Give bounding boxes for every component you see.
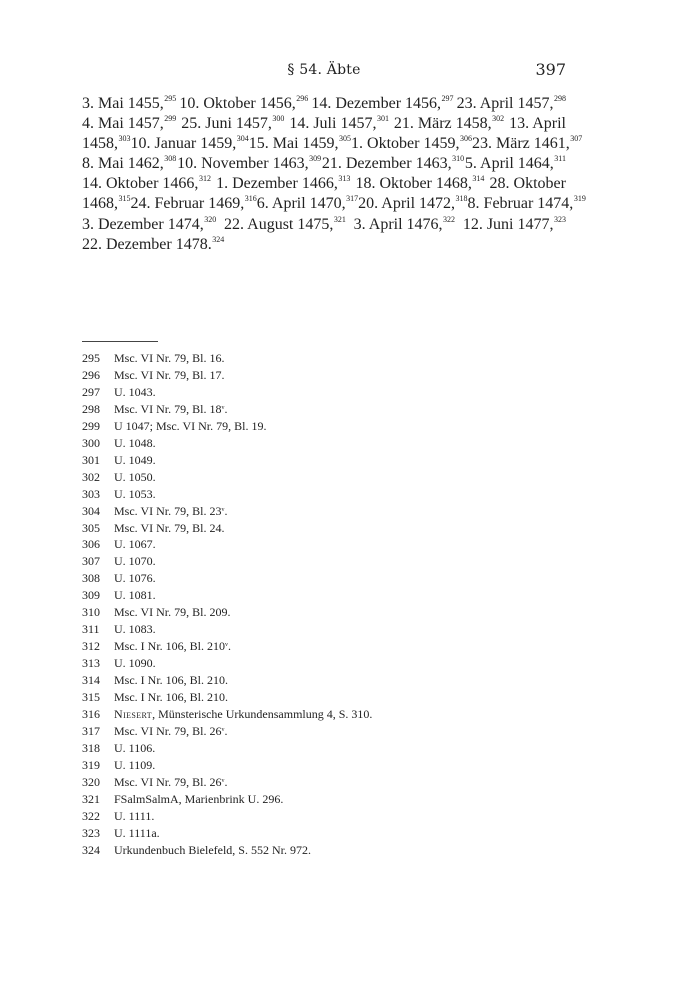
footnote bbox=[82, 469, 566, 486]
footnote-body: Msc. VI Nr. 79, Bl. 209. bbox=[114, 605, 231, 620]
footnote bbox=[82, 740, 566, 757]
footnote-text bbox=[114, 740, 155, 757]
footnote-ref: 306 bbox=[459, 134, 472, 144]
date-entry bbox=[355, 174, 484, 194]
footnote-end: . bbox=[224, 723, 228, 738]
footnote-body: U. 1076. bbox=[114, 571, 156, 586]
footnote-body: Msc. I Nr. 106, Bl. 210. bbox=[114, 690, 228, 705]
footnote bbox=[82, 350, 566, 367]
date-entry bbox=[82, 194, 131, 214]
footnote-text bbox=[114, 350, 224, 367]
footnote-number: 306 bbox=[82, 537, 100, 552]
footnote-text bbox=[114, 418, 266, 435]
date-entry bbox=[468, 194, 586, 214]
footnote-text bbox=[114, 384, 156, 401]
footnote-text bbox=[114, 757, 155, 774]
footnote-ref: 297 bbox=[441, 94, 454, 103]
date-text: 28. Oktober bbox=[489, 175, 566, 193]
footnote-ref: 301 bbox=[376, 114, 389, 124]
footnote-number: 310 bbox=[82, 605, 100, 620]
text-line bbox=[82, 235, 566, 255]
footnote-number: 296 bbox=[82, 367, 100, 382]
footnote-number: 320 bbox=[82, 774, 100, 789]
date-text: 1458, bbox=[82, 135, 118, 153]
date-entry bbox=[82, 174, 211, 194]
footnote-ref: 302 bbox=[492, 114, 505, 124]
footnote-text bbox=[114, 401, 227, 418]
footnote-body: U. 1111a. bbox=[114, 825, 160, 840]
text-line bbox=[82, 194, 586, 214]
footnote bbox=[82, 655, 566, 672]
footnote-body: U. 1106. bbox=[114, 740, 156, 755]
date-text: 18. Oktober 1468, bbox=[355, 175, 472, 193]
date-entry bbox=[463, 215, 566, 235]
footnote-text bbox=[114, 469, 156, 486]
date-text: 14. Juli 1457, bbox=[289, 115, 377, 133]
footnote-number: 308 bbox=[82, 571, 100, 586]
footnote-text bbox=[114, 486, 156, 503]
text-line bbox=[82, 174, 566, 194]
date-text: 24. Februar 1469, bbox=[130, 195, 245, 213]
footnote-body: Msc. I Nr. 106, Bl. 210 bbox=[114, 639, 225, 654]
footnote-ref: 299 bbox=[164, 114, 177, 124]
date-text: 4. Mai 1457, bbox=[82, 115, 164, 133]
date-entry bbox=[179, 94, 308, 114]
footnote-text bbox=[114, 570, 156, 587]
footnote-text bbox=[114, 689, 228, 706]
footnote bbox=[82, 842, 566, 859]
date-text: 22. August 1475, bbox=[224, 215, 334, 233]
footnote-text bbox=[114, 774, 227, 791]
date-text: 1. Oktober 1459, bbox=[351, 135, 460, 153]
footnote-ref: 304 bbox=[236, 134, 249, 144]
date-text: 21. Dezember 1463, bbox=[321, 155, 452, 173]
footnote bbox=[82, 553, 566, 570]
footnote bbox=[82, 689, 566, 706]
footnote-text bbox=[114, 367, 224, 384]
date-entry bbox=[82, 134, 131, 154]
footnote-body: Urkundenbuch Bielefeld, S. 552 Nr. 972. bbox=[114, 842, 311, 857]
date-text: 12. Juni 1477, bbox=[462, 215, 554, 233]
footnote-number: 303 bbox=[82, 486, 100, 501]
footnote-number: 300 bbox=[82, 435, 100, 450]
date-text: 21. März 1458, bbox=[393, 115, 492, 133]
footnote-body: Msc. VI Nr. 79, Bl. 26 bbox=[114, 774, 222, 789]
footnote-text bbox=[114, 672, 228, 689]
footnote-separator bbox=[82, 341, 158, 342]
footnote-text bbox=[114, 791, 283, 808]
footnote bbox=[82, 825, 566, 842]
footnote-ref: 309 bbox=[309, 154, 322, 164]
footnote-body: U. 1048. bbox=[114, 435, 156, 450]
footnote-ref: 310 bbox=[452, 154, 465, 164]
footnote bbox=[82, 774, 566, 791]
footnote bbox=[82, 791, 566, 808]
footnote-body: U. 1043. bbox=[114, 384, 156, 399]
footnote-ref: 324 bbox=[212, 234, 225, 244]
footnote bbox=[82, 384, 566, 401]
footnote-number: 299 bbox=[82, 418, 100, 433]
footnote bbox=[82, 367, 566, 384]
date-entry bbox=[257, 194, 358, 214]
footnote-number: 322 bbox=[82, 808, 100, 823]
footnote bbox=[82, 452, 566, 469]
footnote-body: , Münsterische Urkundensammlung 4, S. 310. bbox=[152, 707, 373, 722]
footnote-text bbox=[114, 536, 156, 553]
footnote bbox=[82, 570, 566, 587]
date-entry bbox=[216, 174, 350, 194]
footnote-text bbox=[114, 638, 231, 655]
page-number: 397 bbox=[535, 60, 566, 79]
footnote-ref: 314 bbox=[472, 174, 485, 184]
footnote bbox=[82, 435, 566, 452]
footnote-ref: 305 bbox=[339, 134, 352, 144]
date-text: 22. Dezember 1478. bbox=[82, 235, 212, 253]
footnote-number: 307 bbox=[82, 554, 100, 569]
footnote bbox=[82, 486, 566, 503]
date-text: 14. Dezember 1456, bbox=[311, 95, 442, 112]
footnote-body: Msc. VI Nr. 79, Bl. 18 bbox=[114, 401, 222, 416]
date-entry bbox=[82, 215, 216, 235]
footnote-number: 313 bbox=[82, 656, 100, 671]
footnote-number: 302 bbox=[82, 469, 100, 484]
footnote-number: 309 bbox=[82, 588, 100, 603]
footnote bbox=[82, 723, 566, 740]
footnote-ref: 320 bbox=[204, 214, 217, 224]
footnote-body: U. 1070. bbox=[114, 554, 156, 569]
footnote-number: 311 bbox=[82, 622, 100, 637]
text-line bbox=[82, 215, 566, 235]
verso-mark: v bbox=[221, 506, 225, 513]
date-entry bbox=[131, 194, 257, 214]
author-name: Niesert bbox=[114, 707, 153, 722]
footnote-text bbox=[114, 808, 154, 825]
verso-mark: v bbox=[221, 404, 225, 411]
date-entry bbox=[322, 154, 464, 174]
footnote-number: 318 bbox=[82, 740, 100, 755]
verso-mark: v bbox=[221, 726, 225, 733]
footnote-number: 304 bbox=[82, 503, 100, 518]
date-entry bbox=[82, 235, 224, 255]
footnote-number: 297 bbox=[82, 384, 100, 399]
footnote-ref: 316 bbox=[244, 194, 257, 204]
date-entry bbox=[82, 154, 176, 174]
date-entry bbox=[289, 114, 389, 134]
footnote-number: 314 bbox=[82, 673, 100, 688]
footnote-text bbox=[114, 587, 156, 604]
footnote-number: 305 bbox=[82, 520, 100, 535]
date-entry bbox=[509, 114, 566, 134]
date-text: 3. Mai 1455, bbox=[82, 95, 164, 112]
date-entry bbox=[82, 94, 176, 114]
footnote-body: U 1047; Msc. VI Nr. 79, Bl. 19. bbox=[114, 418, 267, 433]
date-entry bbox=[394, 114, 504, 134]
footnote-ref: 319 bbox=[573, 194, 586, 204]
date-text: 25. Juni 1457, bbox=[181, 115, 272, 133]
running-header bbox=[82, 60, 566, 84]
date-text: 1. Dezember 1466, bbox=[216, 175, 338, 193]
footnote-ref: 322 bbox=[443, 214, 456, 224]
text-line bbox=[82, 154, 566, 174]
footnote-body: U. 1081. bbox=[114, 588, 156, 603]
footnote bbox=[82, 604, 566, 621]
footnote-ref: 321 bbox=[333, 214, 346, 224]
footnote-text bbox=[114, 452, 156, 469]
date-text: 15. Mai 1459, bbox=[248, 135, 339, 153]
footnote bbox=[82, 706, 566, 723]
running-title: § 54. Äbte bbox=[287, 62, 361, 78]
footnote bbox=[82, 503, 566, 520]
footnote-ref: 313 bbox=[338, 174, 351, 184]
date-entry bbox=[131, 134, 249, 154]
date-entry bbox=[354, 215, 455, 235]
footnote-text bbox=[114, 706, 372, 723]
date-text: 10. Oktober 1456, bbox=[179, 95, 296, 112]
footnote-body: Msc. VI Nr. 79, Bl. 16. bbox=[114, 351, 225, 365]
footnote bbox=[82, 418, 566, 435]
footnote bbox=[82, 808, 566, 825]
footnote-body: Msc. VI Nr. 79, Bl. 23 bbox=[114, 503, 222, 518]
footnote-body: U. 1083. bbox=[114, 622, 156, 637]
date-text: 10. November 1463, bbox=[177, 155, 309, 173]
date-text: 1468, bbox=[82, 195, 118, 213]
text-line bbox=[82, 114, 566, 134]
date-entry bbox=[472, 134, 582, 154]
date-entry bbox=[82, 114, 176, 134]
footnote bbox=[82, 587, 566, 604]
footnote-ref: 303 bbox=[118, 134, 131, 144]
footnote-ref: 311 bbox=[554, 154, 566, 164]
footnote-body: Msc. VI Nr. 79, Bl. 24. bbox=[114, 520, 225, 535]
footnote-ref: 318 bbox=[455, 194, 468, 204]
footnote-ref: 308 bbox=[164, 154, 177, 164]
date-text: 23. März 1461, bbox=[471, 135, 570, 153]
footnote-text bbox=[114, 621, 156, 638]
footnote-number: 317 bbox=[82, 723, 100, 738]
verso-mark: v bbox=[225, 642, 228, 649]
date-text: 20. April 1472, bbox=[358, 195, 456, 213]
footnote-body: U. 1111. bbox=[114, 808, 155, 823]
date-text: 5. April 1464, bbox=[464, 155, 554, 173]
footnote-body: U. 1067. bbox=[114, 537, 156, 552]
date-text: 8. Februar 1474, bbox=[467, 195, 574, 213]
footnote bbox=[82, 621, 566, 638]
date-text: 10. Januar 1459, bbox=[130, 135, 237, 153]
footnote-text bbox=[114, 825, 160, 842]
date-text: 6. April 1470, bbox=[256, 195, 346, 213]
text-line bbox=[82, 94, 566, 114]
footnote-ref: 295 bbox=[164, 94, 177, 103]
date-entry bbox=[311, 94, 453, 114]
footnote-text bbox=[114, 435, 156, 452]
footnote-number: 319 bbox=[82, 757, 100, 772]
footnote-number: 315 bbox=[82, 690, 100, 705]
footnote-body: Msc. I Nr. 106, Bl. 210. bbox=[114, 673, 228, 688]
footnote-end: . bbox=[224, 774, 228, 789]
footnote-ref: 323 bbox=[553, 214, 566, 224]
footnote-number: 323 bbox=[82, 825, 100, 840]
footnote-number: 324 bbox=[82, 842, 100, 857]
footnote-body: U. 1109. bbox=[114, 757, 156, 772]
footnote-ref: 315 bbox=[118, 194, 131, 204]
verso-mark: v bbox=[221, 777, 225, 784]
footnote-text bbox=[114, 723, 227, 740]
footnote-body: FSalmSalmA, Marienbrink U. 296. bbox=[114, 791, 284, 806]
footnote bbox=[82, 536, 566, 553]
footnote-text bbox=[114, 520, 224, 537]
footnote-ref: 298 bbox=[553, 94, 566, 103]
date-entry bbox=[490, 174, 566, 194]
footnote-ref: 317 bbox=[346, 194, 359, 204]
footnote-ref: 307 bbox=[570, 134, 583, 144]
date-text: 8. Mai 1462, bbox=[82, 155, 164, 173]
date-entry bbox=[224, 215, 346, 235]
footnote bbox=[82, 672, 566, 689]
footnote-end: . bbox=[224, 401, 228, 416]
footnote-number: 298 bbox=[82, 401, 100, 416]
date-text: 23. April 1457, bbox=[456, 95, 554, 112]
footnotes bbox=[82, 350, 566, 859]
footnote-body: U. 1053. bbox=[114, 486, 156, 501]
date-text: 14. Oktober 1466, bbox=[82, 175, 199, 193]
footnote bbox=[82, 757, 566, 774]
date-entry bbox=[465, 154, 566, 174]
footnote-text bbox=[114, 655, 156, 672]
footnote-body: Msc. VI Nr. 79, Bl. 26 bbox=[114, 723, 222, 738]
date-text: 3. Dezember 1474, bbox=[82, 215, 204, 233]
footnote-body: U. 1050. bbox=[114, 469, 156, 484]
footnote-text bbox=[114, 553, 156, 570]
date-entry bbox=[457, 94, 566, 114]
date-entry bbox=[181, 114, 284, 134]
footnote-text bbox=[114, 604, 230, 621]
footnote-text bbox=[114, 503, 227, 520]
footnote-end: . bbox=[224, 503, 228, 518]
date-entry bbox=[177, 154, 321, 174]
footnote bbox=[82, 520, 566, 537]
footnote-ref: 300 bbox=[272, 114, 285, 124]
footnote-number: 301 bbox=[82, 452, 100, 467]
footnote-ref: 312 bbox=[198, 174, 211, 184]
main-text bbox=[82, 94, 586, 255]
footnote-text bbox=[114, 842, 311, 859]
footnote-number: 312 bbox=[82, 639, 100, 654]
footnote-number: 321 bbox=[82, 791, 100, 806]
footnote-ref: 296 bbox=[296, 94, 309, 103]
footnote-body: U. 1090. bbox=[114, 656, 156, 671]
footnote bbox=[82, 401, 566, 418]
footnote-body: Msc. VI Nr. 79, Bl. 17. bbox=[114, 367, 225, 382]
footnote bbox=[82, 638, 566, 655]
text-line bbox=[82, 134, 583, 154]
date-text: 3. April 1476, bbox=[353, 215, 443, 233]
footnote-end: . bbox=[228, 639, 231, 654]
date-text: 13. April bbox=[509, 115, 566, 133]
footnote-number: 316 bbox=[82, 707, 100, 722]
date-entry bbox=[358, 194, 467, 214]
date-entry bbox=[351, 134, 472, 154]
footnote-number: 295 bbox=[82, 351, 100, 365]
footnote-body: U. 1049. bbox=[114, 452, 156, 467]
date-entry bbox=[249, 134, 351, 154]
